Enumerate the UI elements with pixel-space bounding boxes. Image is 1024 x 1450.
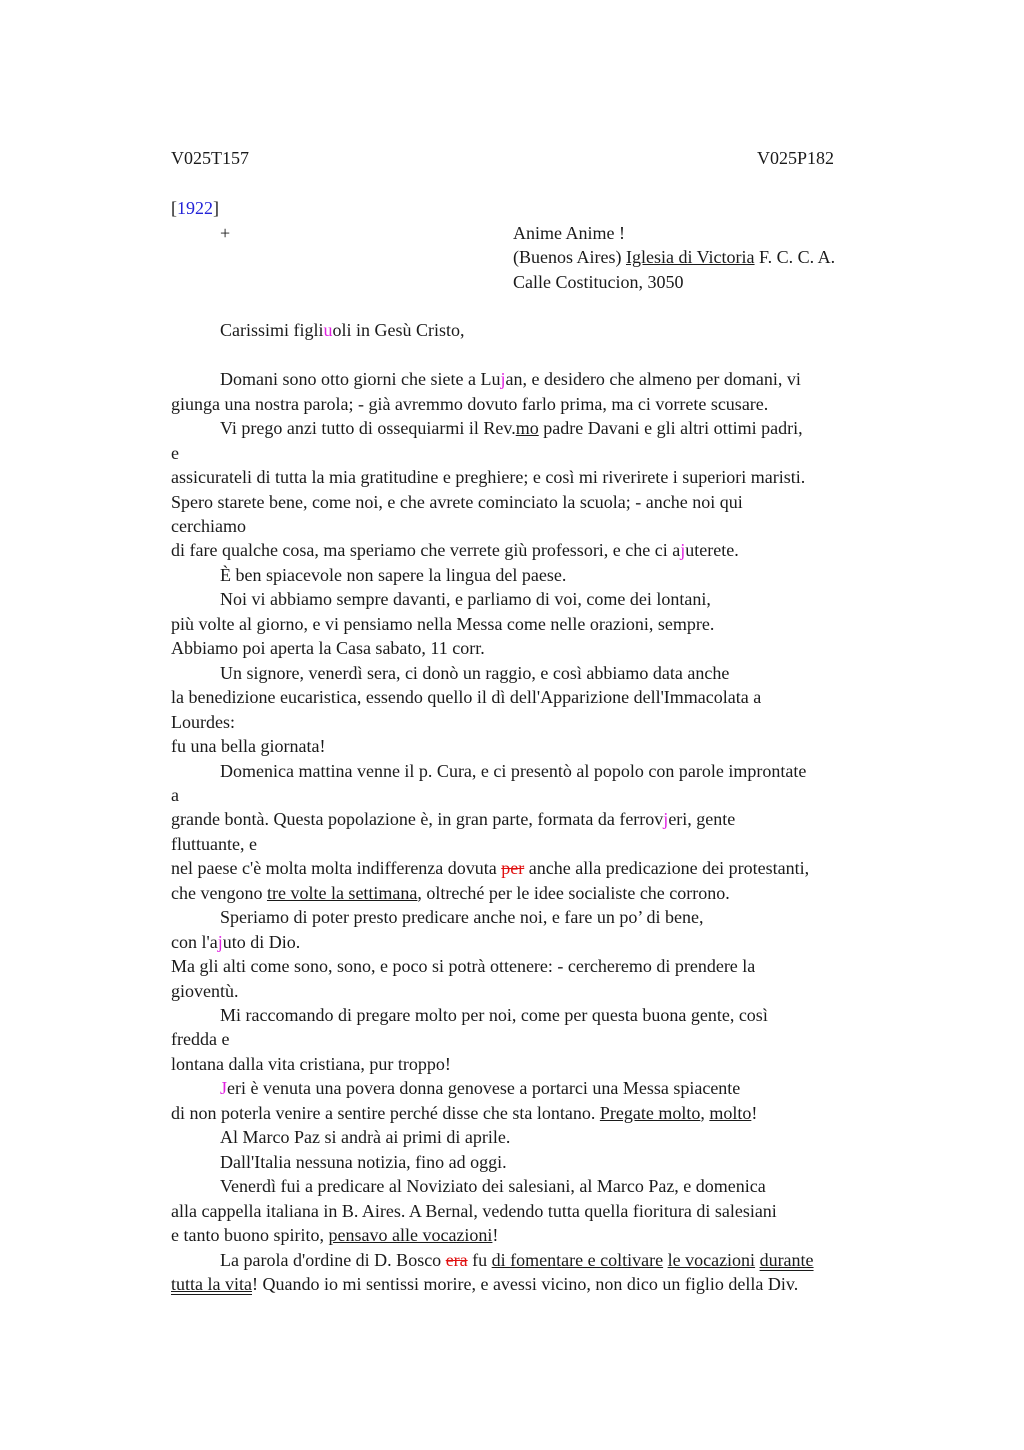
underlined-text: le vocazioni: [667, 1250, 756, 1270]
text-line: tutta la vita! Quando io mi sentissi morire, e avessi vicino, non dico un figlio della Div.: [171, 1274, 799, 1294]
text-line: fredda e: [171, 1029, 230, 1049]
struck-word: per: [501, 858, 525, 878]
text-line: Al Marco Paz si andrà ai primi di aprile.: [220, 1127, 511, 1147]
text-line: Jeri è venuta una povera donna genovese a portarci una Messa spiacente: [220, 1078, 741, 1098]
year-link[interactable]: 1922: [177, 198, 213, 218]
text-line: La parola d'ordine di D. Bosco era fu di fomentare e coltivare le vocazioni durante: [220, 1250, 814, 1270]
double-underlined-text: durante: [759, 1250, 814, 1270]
address-rail: F. C. C. A.: [754, 247, 836, 267]
bracket-open: [: [171, 198, 177, 218]
text-line: nel paese c'è molta molta indifferenza dovuta per anche alla predicazione dei protestanti,: [171, 858, 810, 878]
text-line: cerchiamo: [171, 516, 246, 536]
text-line: È ben spiacevole non sapere la lingua del paese.: [220, 565, 567, 585]
address-line-3: Calle Costitucion, 3050: [513, 272, 684, 292]
greeting: Carissimi figliuoli in Gesù Cristo,: [220, 320, 465, 340]
doc-code-right: V025P182: [757, 148, 835, 168]
text-line: fu una bella giornata!: [171, 736, 326, 756]
year-line: [171, 196, 219, 220]
text-line: Dall'Italia nessuna notizia, fino ad oggi.: [220, 1152, 507, 1172]
text-line: Vi prego anzi tutto di ossequiarmi il Rev.mo padre Davani e gli altri ottimi padri,: [220, 418, 803, 438]
underlined-text: molto: [709, 1103, 752, 1123]
text-line: Mi raccomando di pregare molto per noi, come per questa buona gente, così: [220, 1005, 768, 1025]
text-line: fluttuante, e: [171, 834, 257, 854]
text-line: Speriamo di poter presto predicare anche noi, e fare un po’ di bene,: [220, 907, 704, 927]
text-line: alla cappella italiana in B. Aires. A Bernal, vedendo tutta quella fioritura di salesiani: [171, 1201, 777, 1221]
text-line: Venerdì fui a predicare al Noviziato dei salesiani, al Marco Paz, e domenica: [220, 1176, 766, 1196]
address-line-2: [513, 245, 835, 269]
underlined-text: di fomentare e coltivare: [491, 1250, 664, 1270]
text-line: grande bontà. Questa popolazione è, in gran parte, formata da ferrovjeri, gente: [171, 809, 736, 829]
text-line: Domenica mattina venne il p. Cura, e ci presentò al popolo con parole improntate: [220, 761, 807, 781]
address-line-1: Anime Anime !: [513, 223, 625, 243]
text-line: giunga una nostra parola; - già avremmo dovuto farlo prima, ma ci vorrete scusare.: [171, 394, 769, 414]
struck-word: era: [445, 1250, 468, 1270]
text-line: Abbiamo poi aperta la Casa sabato, 11 corr.: [171, 638, 485, 658]
underlined-text: Pregate molto: [599, 1103, 701, 1123]
text-line: Noi vi abbiamo sempre davanti, e parliamo di voi, come dei lontani,: [220, 589, 711, 609]
text-line: con l'ajuto di Dio.: [171, 932, 301, 952]
pink-letter: J: [220, 1078, 228, 1098]
underlined-text: pensavo alle vocazioni: [328, 1225, 493, 1245]
text-line: la benedizione eucaristica, essendo quello il dì dell'Apparizione dell'Immacolata a: [171, 687, 762, 707]
underlined-text: mo: [515, 418, 539, 438]
pink-letter: u: [323, 320, 333, 340]
double-underlined-text: tutta la vita: [171, 1274, 252, 1294]
text-line: Lourdes:: [171, 712, 235, 732]
text-line: lontana dalla vita cristiana, pur troppo!: [171, 1054, 451, 1074]
text-line: di fare qualche cosa, ma speriamo che verrete giù professori, e che ci ajuterete.: [171, 540, 739, 560]
pink-letter: j: [217, 932, 223, 952]
text-line: di non poterla venire a sentire perché disse che sta lontano. Pregate molto, molto!: [171, 1103, 758, 1123]
pink-letter: j: [680, 540, 686, 560]
doc-code-left: V025T157: [171, 148, 249, 168]
text-line: Domani sono otto giorni che siete a Lujan, e desidero che almeno per domani, vi: [220, 369, 801, 389]
text-line: che vengono tre volte la settimana, oltreché per le idee socialiste che corrono.: [171, 883, 730, 903]
pink-letter: j: [500, 369, 506, 389]
text-line: Ma gli alti come sono, sono, e poco si potrà ottenere: - cercheremo di prendere la: [171, 956, 756, 976]
underlined-text: tre volte la settimana: [266, 883, 418, 903]
text-line: Spero starete bene, come noi, e che avrete cominciato la scuola; - anche noi qui: [171, 492, 743, 512]
text-line: Un signore, venerdì sera, ci donò un raggio, e così abbiamo data anche: [220, 663, 730, 683]
address-city: (Buenos Aires): [513, 247, 626, 267]
cross-mark: +: [220, 223, 231, 243]
text-line: e tanto buono spirito, pensavo alle vocazioni!: [171, 1225, 499, 1245]
text-line: assicurateli di tutta la mia gratitudine e preghiere; e così mi riverirete i superiori maristi.: [171, 467, 806, 487]
address-church: Iglesia di Victoria: [625, 247, 755, 267]
text-line: gioventù.: [171, 981, 239, 1001]
pink-letter: j: [663, 809, 669, 829]
bracket-close: ]: [213, 198, 219, 218]
text-line: e: [171, 443, 179, 463]
text-line: a: [171, 785, 179, 805]
text-line: più volte al giorno, e vi pensiamo nella Messa come nelle orazioni, sempre.: [171, 614, 715, 634]
